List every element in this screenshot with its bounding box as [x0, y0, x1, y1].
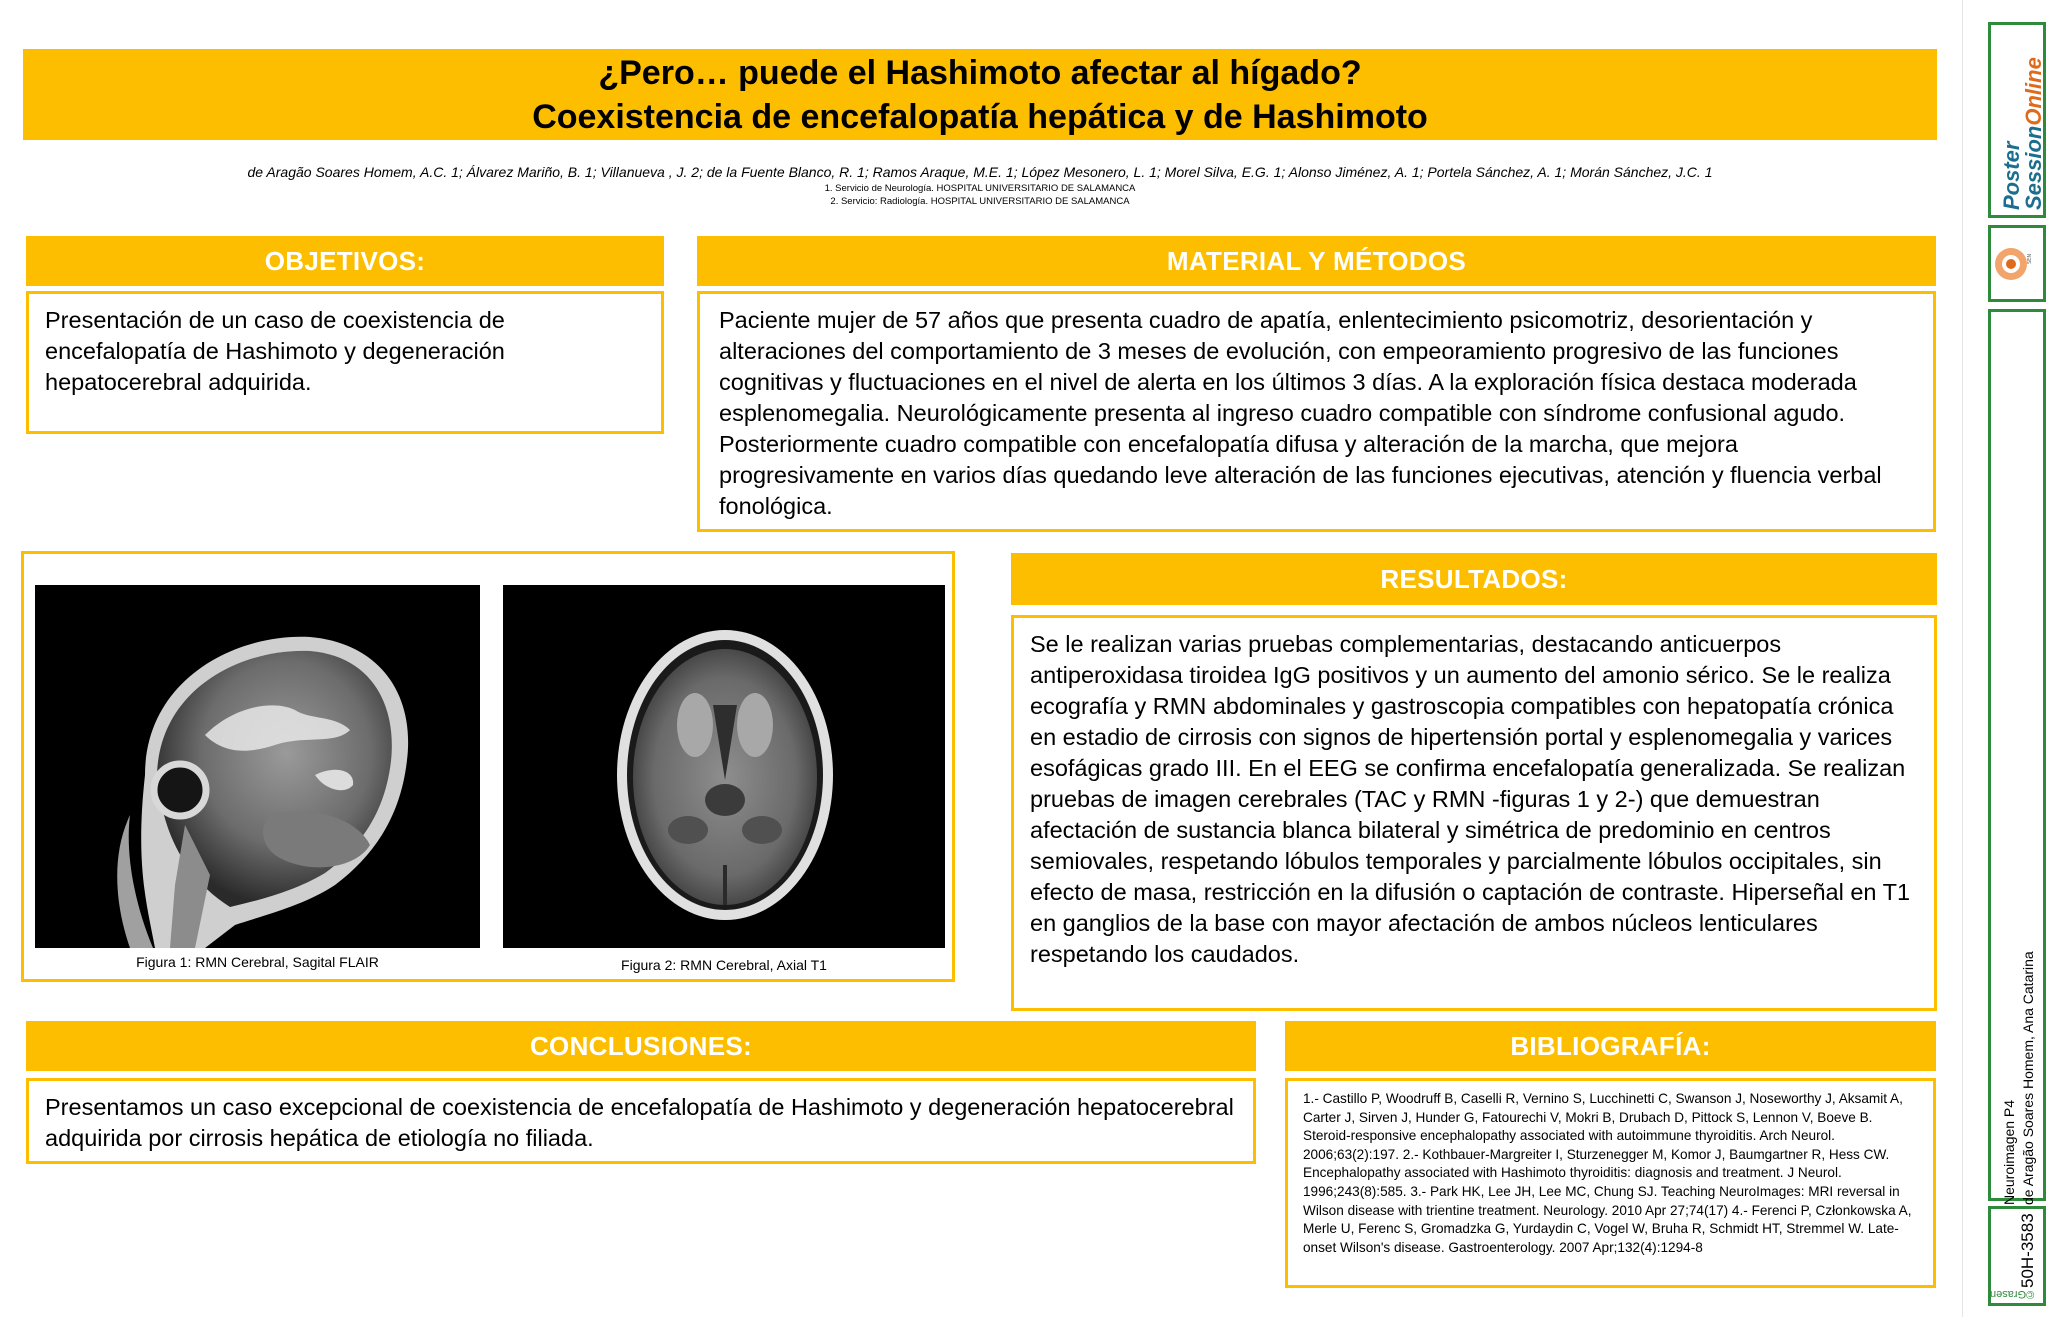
figure-2-image: [503, 585, 945, 948]
objetivos-heading: OBJETIVOS:: [26, 236, 664, 286]
bibliografia-box: [1285, 1078, 1936, 1288]
sagittal-mri-graphic: [35, 585, 480, 948]
conclusiones-text: Presentamos un caso excepcional de coexistencia de encefalopatía de Hashimoto y degeneración hepatocerebral adquirida por cirrosis hepática de etiología no filiada.: [45, 1094, 1234, 1151]
conclusiones-heading: CONCLUSIONES:: [26, 1021, 1256, 1071]
title-line-2: Coexistencia de encefalopatía hepática y de Hashimoto: [532, 97, 1428, 136]
conclusiones-box: [26, 1078, 1256, 1164]
brand-line-2-b: Online: [2021, 57, 2046, 126]
session-info-text: [2000, 951, 2038, 1205]
bibliografia-text: 1.- Castillo P, Woodruff B, Caselli R, Vernino S, Lucchinetti C, Swanson J, Noseworthy J, Aksamit A, Carter J, Sirven J, Hunder G, Fatourechi V, Mokri B, Drubach D, Pittock S, Lennon V, Boeve B. Steroid-responsive encephalopathy associated with autoimmune thyroiditis. Arch Neurol. 2006;63(2):197. 2.- Kothbauer-Margreiter I, Sturzenegger M, Komor J, Baumgartner R, Hess CW. Encephalopathy associated with Hashimoto thyroiditis: diagnosis and treatment. J Neurol. 1996;243(8):585. 3.- Park HK, Lee JH, Lee MC, Chung SJ. Teaching NeuroImages: MRI reversal in Wilson disease with trientine treatment. Neurology. 2010 Apr 27;74(17) 4.- Ferenci P, Członkowska A, Merle U, Ferenc S, Gromadzka G, Yurdaydin C, Vogel W, Bruha R, Schmidt HT, Stremmel W. Late-onset Wilson's disease. Gastroenterology. 2007 Apr;132(4):1294-8: [1303, 1091, 1912, 1255]
figure-2-caption: Figura 2: RMN Cerebral, Axial T1: [621, 957, 827, 973]
resultados-box: [1011, 615, 1937, 1011]
title-line-1: ¿Pero… puede el Hashimoto afectar al hígado?: [598, 53, 1362, 92]
material-text: Paciente mujer de 57 años que presenta cuadro de apatía, enlentecimiento psicomotriz, desorientación y alteraciones del comportamiento de 3 meses de evolución, con empeoramiento progresivo de las funciones cognitivas y fluctuaciones en el nivel de alerta en los últimos 3 días. A la exploración física destaca moderada esplenomegalia. Neurológicamente presenta al ingreso cuadro compatible con síndrome confusional agudo. Posteriormente cuadro compatible con encefalopatía difusa y alteración de la marcha, que mejora progresivamente en varios días quedando leve alteración de las funciones ejecutivas, atención y fluencia verbal fonológica.: [719, 307, 1882, 519]
objetivos-text: Presentación de un caso de coexistencia de encefalopatía de Hashimoto y degeneración hepatocerebral adquirida.: [45, 307, 505, 395]
society-logo-icon: [1991, 228, 2043, 299]
resultados-text: Se le realizan varias pruebas complementarias, destacando anticuerpos antiperoxidasa tiroidea IgG positivos y un aumento del amonio sérico. Se le realiza ecografía y RMN abdominales y gastroscopia compatibles con hepatopatía crónica en estadio de cirrosis con signos de hipertensión portal y esplenomegalia y varices esofágicas grado III. En el EEG se confirma encefalopatía generalizada. Se realizan pruebas de imagen cerebrales (TAC y RMN -figuras 1 y 2-) que demuestran afectación de sustancia blanca bilateral y simétrica de predominio en centros semiovales, respetando lóbulos temporales y parcialmente lóbulos occipitales, sin efecto de masa, restricción en la difusión o captación de contraste. Hiperseñal en T1 en ganglios de la base con mayor afectación de ambos núcleos lenticulares respetando los caudados.: [1030, 631, 1911, 967]
figure-1-image: [35, 585, 480, 948]
brand-line-1: Poster: [1999, 141, 2024, 210]
session-author: de Aragão Soares Homem, Ana Catarina: [2020, 951, 2036, 1205]
brand-logo-box: [1988, 22, 2046, 218]
session-name: Neuroimagen P4: [2001, 1099, 2017, 1205]
session-code: 50H-3583: [2018, 1213, 2037, 1288]
material-box: [697, 291, 1936, 532]
affiliation-1: 1. Servicio de Neurología. HOSPITAL UNIVERSITARIO DE SALAMANCA: [824, 183, 1136, 194]
bibliografia-heading: BIBLIOGRAFÍA:: [1285, 1021, 1936, 1071]
figure-1-caption: Figura 1: RMN Cerebral, Sagital FLAIR: [136, 954, 379, 970]
objetivos-box: [26, 291, 664, 434]
material-heading: MATERIAL Y MÉTODOS: [697, 236, 1936, 286]
brand-line-2-a: Session: [2021, 125, 2046, 210]
society-logo-box: [1988, 225, 2046, 302]
brand-logo: [2001, 57, 2045, 210]
axial-mri-graphic: [503, 585, 945, 948]
sidebar-footer-brand: ©Grasen: [1990, 1288, 2035, 1300]
affiliation-2: 2. Servicio: Radiología. HOSPITAL UNIVERSITARIO DE SALAMANCA: [830, 196, 1130, 207]
title-banner: [23, 49, 1937, 140]
society-logo-text: SEN: [2027, 253, 2033, 264]
resultados-heading: RESULTADOS:: [1011, 553, 1937, 605]
authors-line: de Aragão Soares Homem, A.C. 1; Álvarez Mariño, B. 1; Villanueva , J. 2; de la Fuente Blanco, R. 1; Ramos Araque, M.E. 1; López Mesonero, L. 1; Morel Silva, E.G. 1; Alonso Jiménez, A. 1; Portela Sánchez, A. 1; Morán Sánchez, J.C. 1: [247, 164, 1713, 180]
